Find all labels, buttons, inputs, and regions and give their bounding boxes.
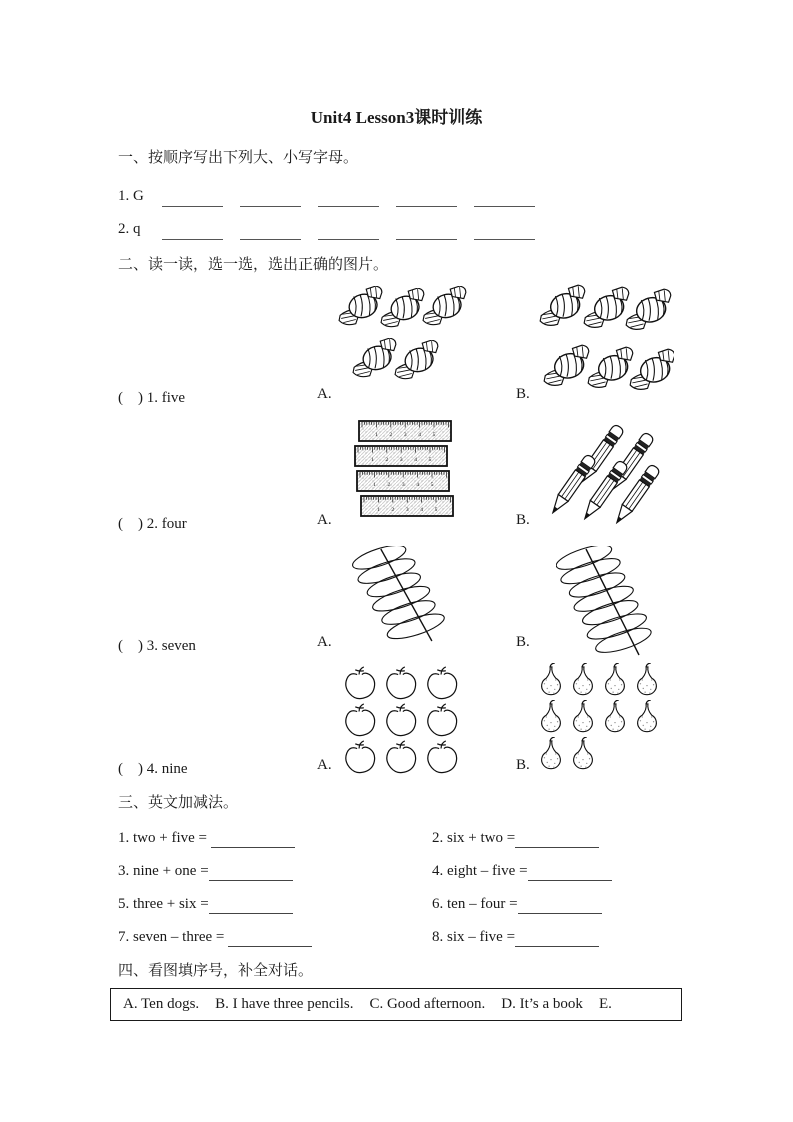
dialogue-option-a: A. Ten dogs. [123, 996, 200, 1012]
math-problem-text: 7. seven – three = [118, 929, 229, 945]
section3-heading: 三、英文加减法。 [118, 795, 239, 811]
question2-option-b-pencils-image [542, 419, 662, 527]
svg-text:5: 5 [428, 457, 432, 463]
letter-row-label: 1. G [118, 188, 144, 204]
question1-label: ( ) 1. five [118, 390, 186, 406]
question3-option-a-letter: A. [317, 634, 332, 650]
math-problem-3 [118, 863, 293, 881]
letter-row-uppercase-g [118, 188, 552, 207]
question3-option-b-coil-image [556, 546, 656, 658]
write-blank [474, 206, 535, 207]
page-title: Unit4 Lesson3课时训练 [310, 108, 483, 127]
letter-row-lowercase-q [118, 221, 552, 240]
answer-blank [515, 847, 599, 848]
math-problem-2 [432, 830, 599, 848]
svg-text:2: 2 [391, 507, 395, 513]
question3-option-a-coil-image [352, 546, 448, 644]
question3-option-b-letter: B. [516, 634, 530, 650]
question3-label: ( ) 3. seven [118, 638, 196, 654]
question2-option-a-rulers-image [354, 420, 456, 518]
math-problem-text: 3. nine + one = [118, 863, 209, 879]
write-blank [318, 239, 379, 240]
math-problem-5 [118, 896, 293, 914]
question4-option-a-apples-image [339, 665, 463, 777]
svg-text:5: 5 [432, 432, 436, 438]
dialogue-options-box [110, 988, 682, 1021]
section4-heading: 四、看图填序号，补全对话。 [118, 963, 314, 979]
svg-text:4: 4 [418, 432, 421, 438]
math-problem-4 [432, 863, 612, 881]
svg-text:4: 4 [414, 457, 417, 463]
answer-blank [518, 913, 602, 914]
question4-option-a-letter: A. [317, 757, 332, 773]
svg-text:2: 2 [389, 432, 393, 438]
svg-text:1: 1 [371, 457, 374, 463]
svg-text:2: 2 [387, 482, 391, 488]
math-problem-text: 5. three + six = [118, 896, 209, 912]
answer-blank [515, 946, 599, 947]
math-problem-text: 1. two + five = [118, 830, 211, 846]
answer-blank [209, 913, 293, 914]
math-problem-text: 8. six – five = [432, 929, 516, 945]
math-problem-text: 6. ten – four = [432, 896, 518, 912]
answer-blank [228, 946, 312, 947]
question2-label: ( ) 2. four [118, 516, 187, 532]
question1-option-a-ducks-image [333, 286, 471, 388]
question1-option-b-letter: B. [516, 386, 530, 402]
svg-text:1: 1 [375, 432, 378, 438]
write-blank [240, 239, 301, 240]
question4-option-b-letter: B. [516, 757, 530, 773]
svg-text:4: 4 [420, 507, 423, 513]
dialogue-option-e: E. [598, 996, 612, 1012]
answer-blank [211, 847, 295, 848]
math-problem-8 [432, 929, 599, 947]
math-problem-1 [118, 830, 295, 848]
write-blank [396, 206, 457, 207]
dialogue-option-d: D. It’s a book [501, 996, 583, 1012]
write-blank [318, 206, 379, 207]
math-problem-6 [432, 896, 602, 914]
svg-text:3: 3 [405, 507, 409, 513]
dialogue-option-b: B. I have three pencils. [215, 996, 354, 1012]
question4-option-b-pears-image [535, 662, 665, 774]
svg-text:3: 3 [399, 457, 403, 463]
write-blank [162, 239, 223, 240]
answer-blank [528, 880, 612, 881]
section1-heading: 一、按顺序写出下列大、小写字母。 [118, 150, 359, 166]
question2-option-a-letter: A. [317, 512, 332, 528]
question1-option-b-ducks-image [538, 282, 674, 404]
write-blank [396, 239, 457, 240]
math-problem-text: 4. eight – five = [432, 863, 528, 879]
letter-row-label: 2. q [118, 221, 141, 237]
section2-heading: 二、读一读，选一选，选出正确的图片。 [118, 257, 389, 273]
answer-blank [209, 880, 293, 881]
svg-text:2: 2 [385, 457, 389, 463]
question2-option-b-letter: B. [516, 512, 530, 528]
dialogue-option-c: C. Good afternoon. [369, 996, 486, 1012]
write-blank [474, 239, 535, 240]
write-blank [240, 206, 301, 207]
svg-text:1: 1 [373, 482, 376, 488]
svg-text:5: 5 [434, 507, 438, 513]
write-blank [162, 206, 223, 207]
math-problem-text: 2. six + two = [432, 830, 516, 846]
svg-text:4: 4 [416, 482, 419, 488]
math-problem-7 [118, 929, 312, 947]
svg-text:3: 3 [401, 482, 405, 488]
svg-text:5: 5 [430, 482, 434, 488]
question4-label: ( ) 4. nine [118, 761, 188, 777]
svg-text:3: 3 [403, 432, 407, 438]
question1-option-a-letter: A. [317, 386, 332, 402]
svg-text:1: 1 [377, 507, 380, 513]
